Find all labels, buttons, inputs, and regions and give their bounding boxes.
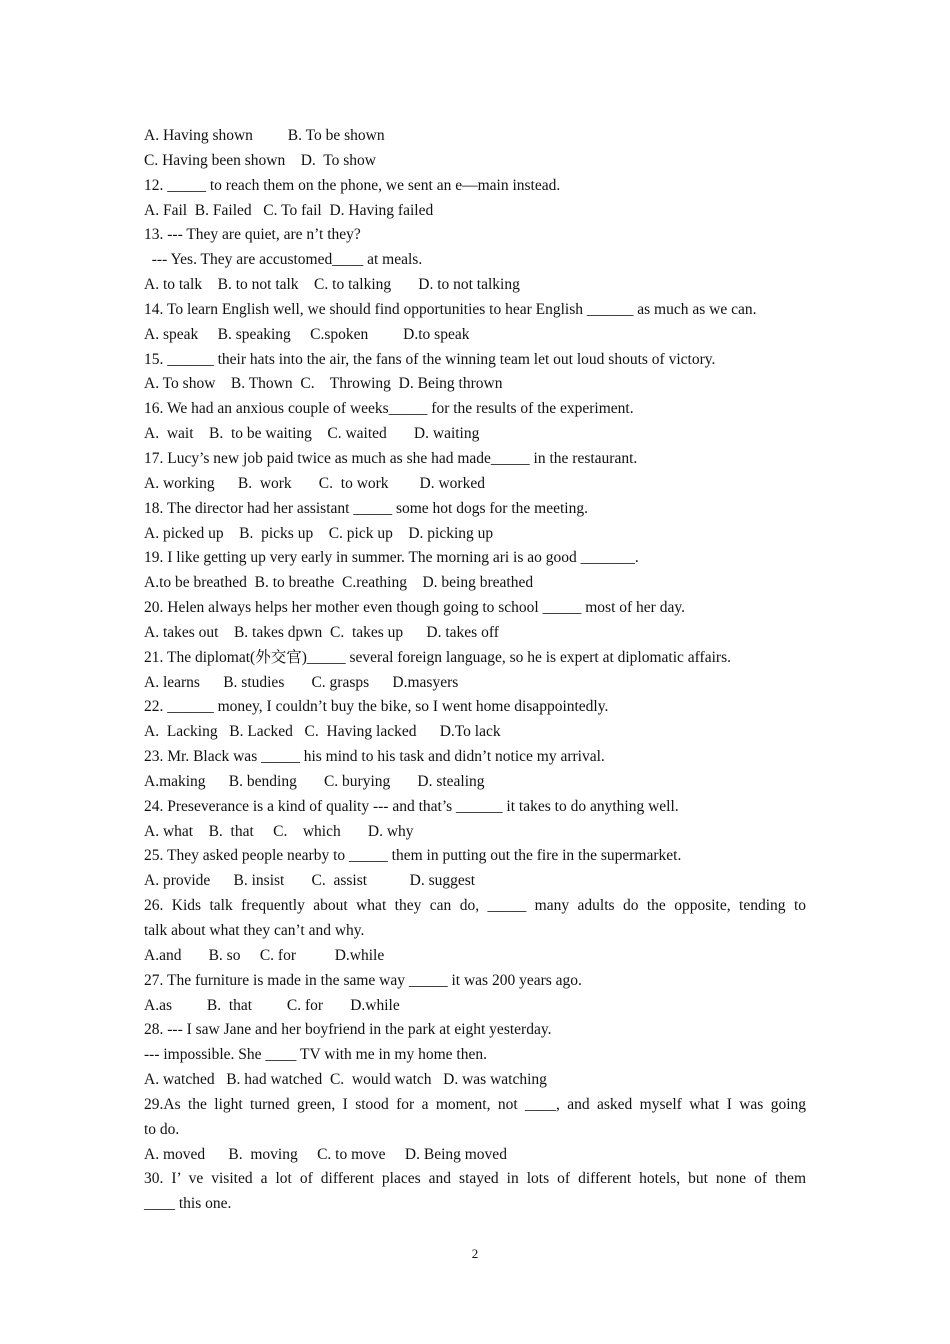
question-14: 14. To learn English well, we should find opportunities to hear English ______ as much as we can. [144, 300, 757, 318]
options-25: A. provide B. insist C. assist D. suggest [144, 872, 476, 890]
options-16: A. wait B. to be waiting C. waited D. waiting [144, 425, 480, 443]
question-29: 29.As the light turned green, I stood for a moment, not ____, and asked myself what I was going [144, 1095, 806, 1113]
page-number: 2 [471, 1246, 479, 1261]
question-13: 13. --- They are quiet, are n’t they? [144, 226, 361, 244]
question-21: 21. The diplomat(外交官)_____ several foreign language, so he is expert at diplomatic affairs. [144, 648, 731, 666]
options-27: A.as B. that C. for D.while [144, 996, 400, 1014]
options-21: A. learns B. studies C. grasps D.masyers [144, 673, 459, 691]
options-13: A. to talk B. to not talk C. to talking D. to not talking [144, 276, 520, 294]
options-28: A. watched B. had watched C. would watch D. was watching [144, 1071, 547, 1089]
question-25: 25. They asked people nearby to _____ them in putting out the fire in the supermarket. [144, 847, 682, 865]
question-18: 18. The director had her assistant _____ some hot dogs for the meeting. [144, 499, 588, 517]
document-body [144, 124, 806, 1217]
question-24: 24. Preseverance is a kind of quality --- and that’s ______ it takes to do anything well. [144, 797, 679, 815]
question-28: 28. --- I saw Jane and her boyfriend in the park at eight yesterday. [144, 1021, 552, 1039]
question-20: 20. Helen always helps her mother even though going to school _____ most of her day. [144, 599, 685, 617]
options-23: A.making B. bending C. burying D. stealing [144, 772, 485, 790]
question-30: 30. I’ ve visited a lot of different places and stayed in lots of different hotels, but none of them [144, 1170, 806, 1188]
question-19: 19. I like getting up very early in summer. The morning ari is ao good _______. [144, 549, 639, 567]
text-line: C. Having been shown D. To show [144, 151, 376, 169]
options-24: A. what B. that C. which D. why [144, 822, 414, 840]
question-23: 23. Mr. Black was _____ his mind to his task and didn’t notice my arrival. [144, 748, 605, 766]
question-22: 22. ______ money, I couldn’t buy the bike, so I went home disappointedly. [144, 698, 609, 716]
question-28-reply: --- impossible. She ____ TV with me in my home then. [144, 1046, 487, 1064]
question-15: 15. ______ their hats into the air, the fans of the winning team let out loud shouts of victory. [144, 350, 716, 368]
options-19: A.to be breathed B. to breathe C.reathing D. being breathed [144, 574, 534, 592]
question-17: 17. Lucy’s new job paid twice as much as she had made_____ in the restaurant. [144, 449, 638, 467]
text-line: A. Having shown B. To be shown [144, 127, 385, 144]
options-20: A. takes out B. takes dpwn C. takes up D. takes off [144, 623, 499, 641]
question-26-cont: talk about what they can’t and why. [144, 922, 365, 939]
question-12: 12. _____ to reach them on the phone, we sent an e—main instead. [144, 176, 561, 194]
question-29-cont: to do. [144, 1120, 180, 1138]
question-16: 16. We had an anxious couple of weeks_____ for the results of the experiment. [144, 400, 634, 418]
options-26: A.and B. so C. for D.while [144, 946, 385, 964]
options-14: A. speak B. speaking C.spoken D.to speak [144, 325, 470, 343]
options-12: A. Fail B. Failed C. To fail D. Having failed [144, 201, 434, 219]
question-30-cont: ____ this one. [144, 1195, 232, 1213]
question-26: 26. Kids talk frequently about what they can do, _____ many adults do the opposite, tending to [144, 897, 806, 915]
options-18: A. picked up B. picks up C. pick up D. picking up [144, 524, 494, 542]
options-22: A. Lacking B. Lacked C. Having lacked D.To lack [144, 723, 501, 741]
question-13-reply: --- Yes. They are accustomed____ at meals. [144, 251, 423, 269]
options-17: A. working B. work C. to work D. worked [144, 474, 485, 492]
options-15: A. To show B. Thown C. Throwing D. Being thrown [144, 375, 503, 393]
question-27: 27. The furniture is made in the same way _____ it was 200 years ago. [144, 971, 582, 989]
options-29: A. moved B. moving C. to move D. Being moved [144, 1145, 507, 1163]
